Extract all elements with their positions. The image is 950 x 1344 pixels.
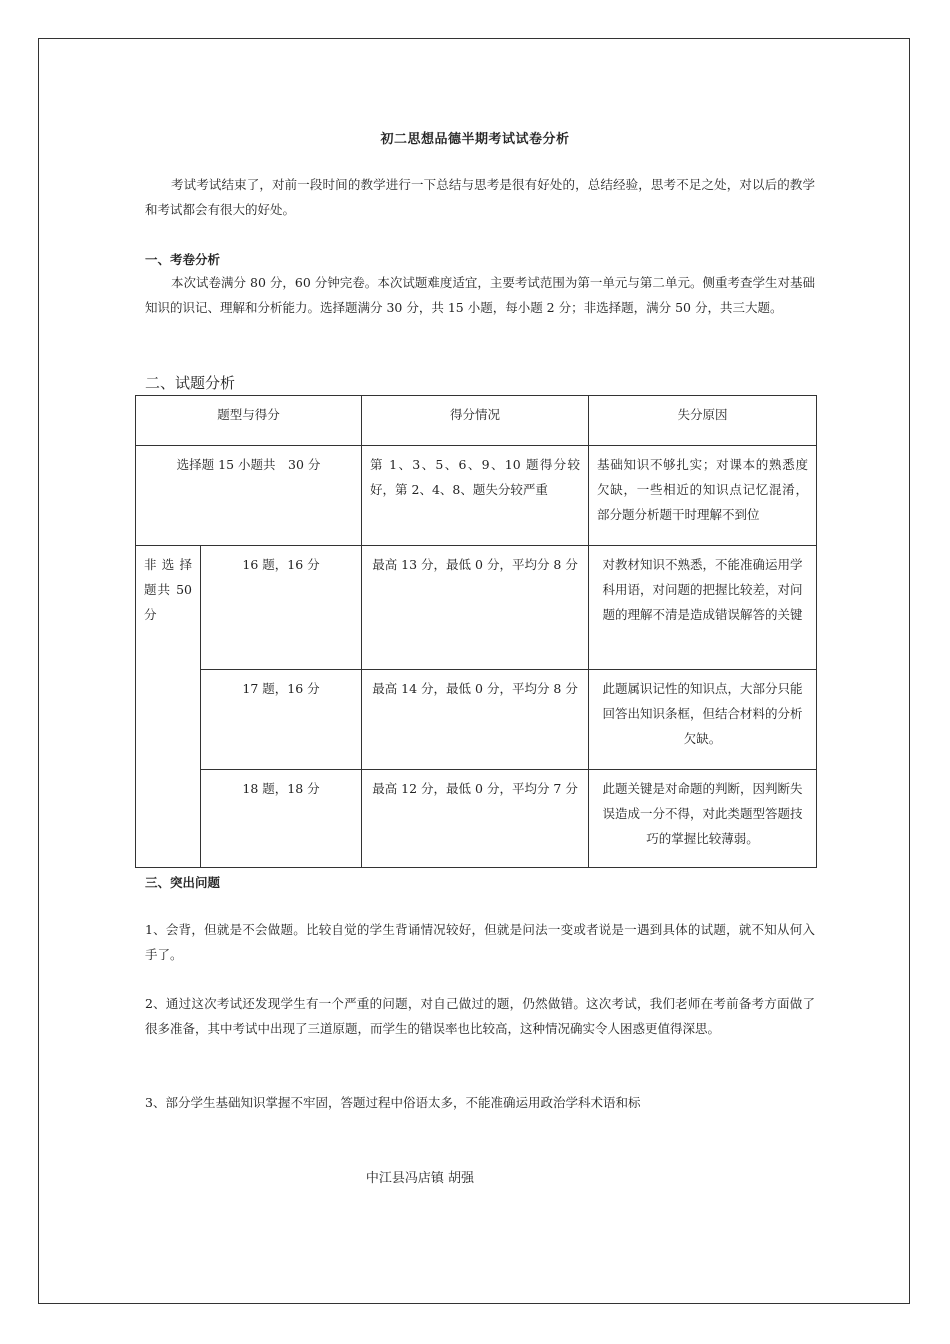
analysis-table xyxy=(135,395,817,868)
q16-score-cell: 最高 13 分，最低 0 分，平均分 8 分 xyxy=(362,546,589,670)
intro-paragraph: 考试考试结束了，对前一段时间的教学进行一下总结与思考是很有好处的，总结经验，思考不足之处，对以后的教学和考试都会有很大的好处。 xyxy=(145,177,815,217)
q16-type-cell: 16 题，16 分 xyxy=(201,546,362,670)
table-row xyxy=(136,446,817,546)
problem-item-1: 1、会背，但就是不会做题。比较自觉的学生背诵情况较好，但就是问法一变或者说是一遇到具体的试题，就不知从何入手了。 xyxy=(145,922,815,962)
signature: 中江县冯店镇 胡强 xyxy=(365,1171,475,1186)
section1-body: 本次试卷满分 80 分，60 分钟完卷。本次试题难度适宜，主要考试范围为第一单元与第二单元。侧重考查学生对基础知识的识记、理解和分析能力。选择题满分 30 分，共 15 小题，每小题 2 分；非选择题，满分 50 分，共三大题。 xyxy=(145,275,815,315)
q17-reason-cell: 此题属识记性的知识点，大部分只能回答出知识条框，但结合材料的分析欠缺。 xyxy=(589,670,817,770)
q18-score-cell: 最高 12 分，最低 0 分，平均分 7 分 xyxy=(362,770,589,868)
table-row xyxy=(136,670,817,770)
section1-heading: 一、考卷分析 xyxy=(145,252,221,267)
table-row xyxy=(136,770,817,868)
document-title: 初二思想品德半期考试试卷分析 xyxy=(380,132,570,147)
section2-heading: 二、试题分析 xyxy=(145,374,236,392)
table-row xyxy=(136,546,817,670)
q17-type-cell: 17 题，16 分 xyxy=(201,670,362,770)
q16-reason-cell: 对教材知识不熟悉，不能准确运用学科用语，对问题的把握比较差，对问题的理解不清是造成错误解答的关键 xyxy=(589,546,817,670)
choice-reason-cell: 基础知识不够扎实；对课本的熟悉度欠缺，一些相近的知识点记忆混淆，部分题分析题干时理解不到位 xyxy=(589,446,817,546)
header-type: 题型与得分 xyxy=(136,396,362,446)
problem-item-2: 2、通过这次考试还发现学生有一个严重的问题，对自己做过的题，仍然做错。这次考试，我们老师在考前备考方面做了很多准备，其中考试中出现了三道原题，而学生的错误率也比较高，这种情况确实令人困惑更值得深思。 xyxy=(145,996,815,1036)
q18-reason-cell: 此题关键是对命题的判断，因判断失误造成一分不得，对此类题型答题技巧的掌握比较薄弱。 xyxy=(589,770,817,868)
header-reason: 失分原因 xyxy=(589,396,817,446)
section3-heading: 三、突出问题 xyxy=(145,875,221,890)
choice-score-cell: 第 1、3、5、6、9、10 题得分较好，第 2、4、8、题失分较严重 xyxy=(362,446,589,546)
table-header-row xyxy=(136,396,817,446)
problem-item-3: 3、部分学生基础知识掌握不牢固，答题过程中俗语太多，不能准确运用政治学科术语和标 xyxy=(145,1095,641,1110)
choice-type-cell: 选择题 15 小题共 30 分 xyxy=(136,446,362,546)
q18-type-cell: 18 题，18 分 xyxy=(201,770,362,868)
q17-score-cell: 最高 14 分，最低 0 分，平均分 8 分 xyxy=(362,670,589,770)
nonchoice-label-cell: 非选择题共 50 分 xyxy=(136,546,201,868)
header-score: 得分情况 xyxy=(362,396,589,446)
